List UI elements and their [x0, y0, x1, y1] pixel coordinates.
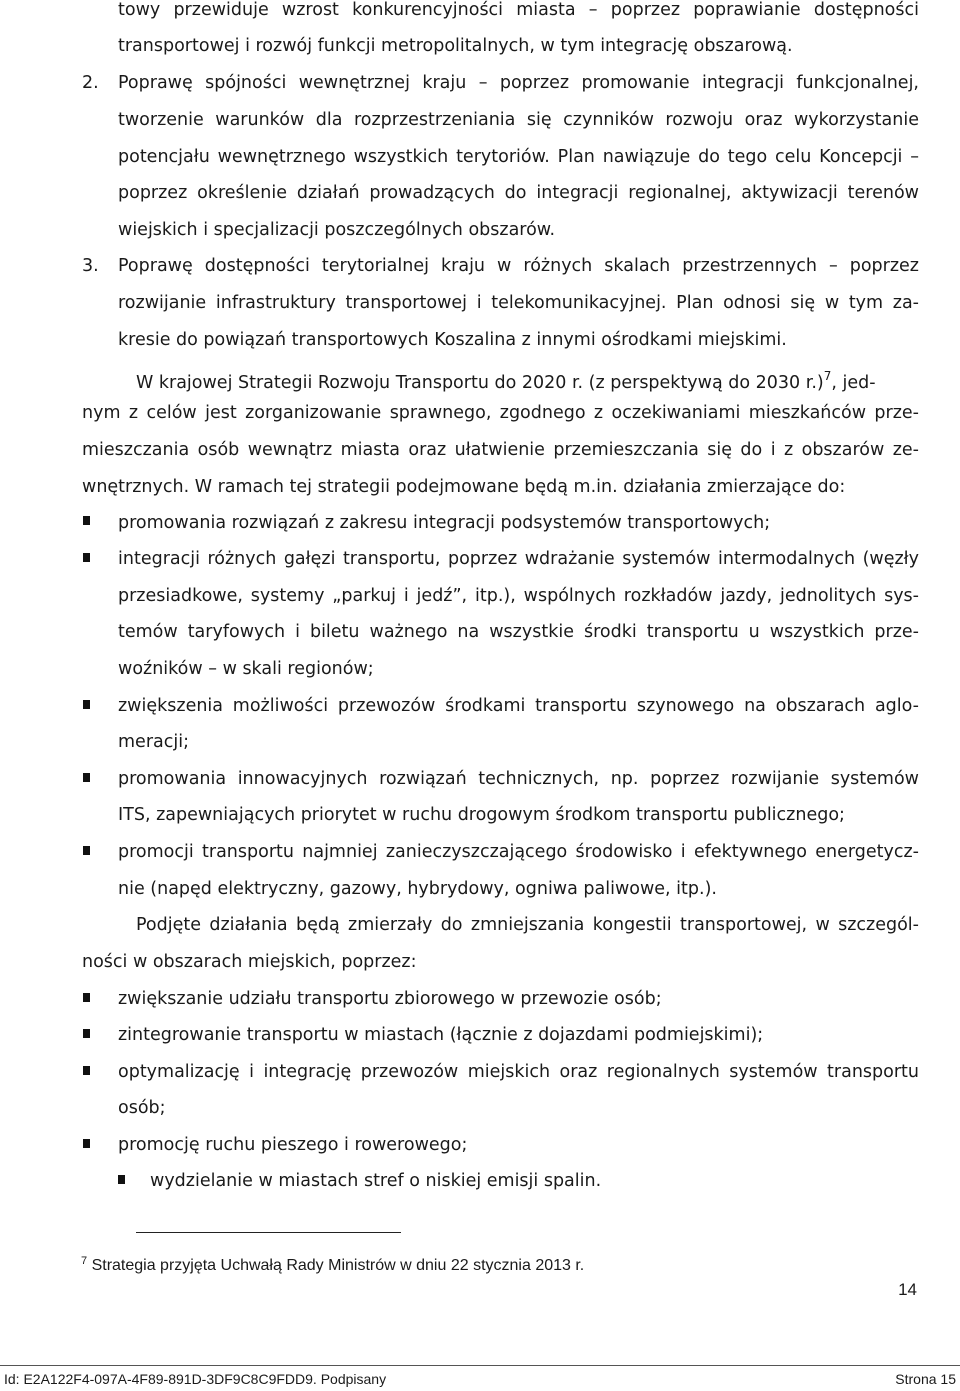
footer-separator: [0, 1365, 960, 1366]
text-line: nym z celów jest zorganizowanie sprawnego, zgodnego z oczekiwaniami mieszkańców prze-: [82, 403, 919, 423]
list-item: integracji różnych gałęzi transportu, poprzez wdrażanie systemów intermodalnych (węzły: [118, 549, 919, 569]
text-line: ITS, zapewniających priorytet w ruchu drogowym środkom transportu publicznego;: [118, 805, 845, 825]
footnote-text: Strategia przyjęta Uchwałą Rady Ministrów w dniu 22 stycznia 2013 r.: [87, 1257, 585, 1274]
document-id: Id: E2A122F4-097A-4F89-891D-3DF9C8C9FDD9. Podpisany: [4, 1371, 387, 1387]
page-number: 14: [898, 1280, 917, 1299]
footnote-reference: 7: [823, 369, 832, 383]
list-item: zwiększanie udziału transportu zbiorowego w przewozie osób;: [118, 989, 662, 1009]
page-label: Strona 15: [895, 1371, 956, 1387]
text-line: temów taryfowych i biletu ważnego na wszystkie środki transportu u wszystkich prze-: [118, 622, 919, 642]
list-item: promowania innowacyjnych rozwiązań technicznych, np. poprzez rozwijanie systemów: [118, 769, 919, 789]
list-item: optymalizację i integrację przewozów miejskich oraz regionalnych systemów transportu: [118, 1062, 919, 1082]
text-line: wnętrznych. W ramach tej strategii podejmowane będą m.in. działania zmierzające do:: [82, 477, 846, 497]
text-line: Poprawę dostępności terytorialnej kraju w różnych skalach przestrzennych – poprzez: [118, 256, 919, 276]
text-line: kresie do powiązań transportowych Koszalina z innymi ośrodkami miejskimi.: [118, 330, 787, 350]
list-item: zwiększenia możliwości przewozów środkami transportu szynowego na obszarach aglo-: [118, 696, 919, 716]
list-item-3: 3.: [82, 256, 99, 276]
text-line: ności w obszarach miejskich, poprzez:: [82, 952, 417, 972]
text-line: rozwijanie infrastruktury transportowej i telekomunikacyjnej. Plan odnosi się w tym za-: [118, 293, 919, 313]
footnote-separator: [136, 1232, 401, 1233]
text-line: transportowej i rozwój funkcji metropolitalnych, w tym integrację obszarową.: [118, 36, 793, 56]
text-line: towy przewiduje wzrost konkurencyjności miasta – poprzez poprawianie dostępności: [118, 0, 919, 20]
footnote-mark: 7: [81, 1255, 88, 1267]
text-line: mieszczania osób wewnątrz miasta oraz ułatwienie przemieszczania się do i z obszarów ze-: [82, 440, 919, 460]
text-line: tworzenie warunków dla rozprzestrzeniania się czynników rozwoju oraz wykorzystanie: [118, 110, 919, 130]
text-line: nie (napęd elektryczny, gazowy, hybrydowy, ogniwa paliwowe, itp.).: [118, 879, 717, 899]
text-line: meracji;: [118, 732, 189, 752]
text-line: osób;: [118, 1098, 166, 1118]
text-line: wiejskich i specjalizacji poszczególnych obszarów.: [118, 220, 556, 240]
text-line: poprzez określenie działań prowadzących do integracji regionalnej, aktywizacji terenów: [118, 183, 919, 203]
list-item: promocję ruchu pieszego i rowerowego;: [118, 1135, 468, 1155]
list-item: promowania rozwiązań z zakresu integracji podsystemów transportowych;: [118, 513, 771, 533]
text-line: potencjału wewnętrznego wszystkich terytoriów. Plan nawiązuje do tego celu Koncepcji –: [118, 147, 919, 167]
footnote: [81, 1255, 584, 1275]
text-line: Podjęte działania będą zmierzały do zmniejszania kongestii transportowej, w szczegól-: [136, 915, 919, 935]
list-item: wydzielanie w miastach stref o niskiej emisji spalin.: [150, 1171, 602, 1191]
list-item: promocji transportu najmniej zanieczyszczającego środowisko i efektywnego energetycz-: [118, 842, 919, 862]
text-line: W krajowej Strategii Rozwoju Transportu do 2020 r. (z perspektywą do 2030 r.)$^7$, jed-: [136, 369, 876, 393]
text-line: woźników – w skali regionów;: [118, 659, 374, 679]
list-item: zintegrowanie transportu w miastach (łącznie z dojazdami podmiejskimi);: [118, 1025, 764, 1045]
list-item-2: 2.: [82, 73, 99, 93]
text-line: Poprawę spójności wewnętrznej kraju – poprzez promowanie integracji funkcjonalnej,: [118, 73, 919, 93]
text-line: przesiadkowe, systemy „parkuj i jedź”, itp.), wspólnych rozkładów jazdy, jednolitych sys-: [118, 586, 919, 606]
